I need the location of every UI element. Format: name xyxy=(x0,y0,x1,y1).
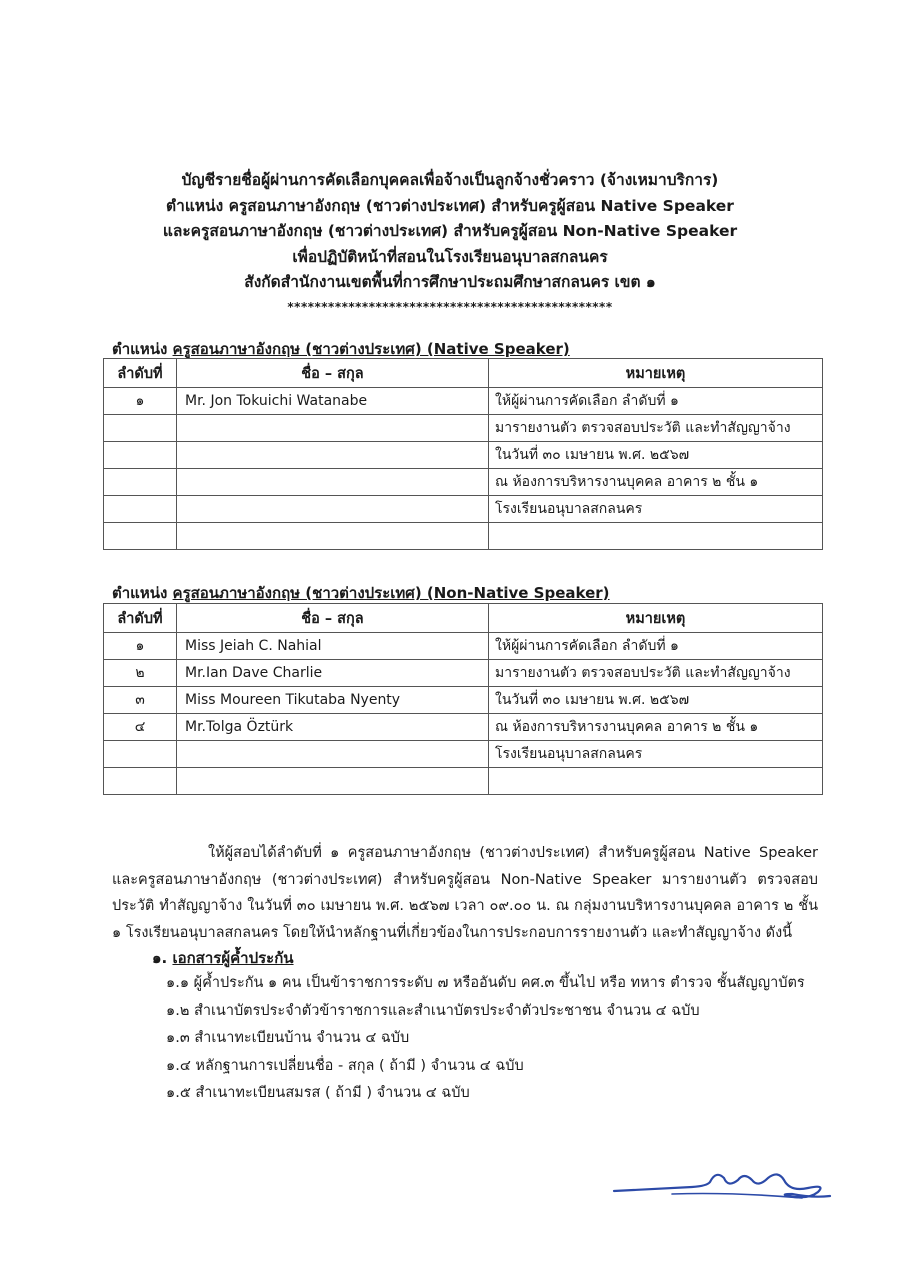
row-number: ๑ xyxy=(104,388,177,415)
list-item: ๑.๓ สำเนาทะเบียนบ้าน จำนวน ๔ ฉบับ xyxy=(166,1030,410,1046)
document-header xyxy=(120,168,780,314)
table-row xyxy=(104,741,823,768)
row-remark: มารายงานตัว ตรวจสอบประวัติ และทำสัญญาจ้าง xyxy=(489,415,823,442)
row-name: Miss Moureen Tikutaba Nyenty xyxy=(177,687,489,714)
section-non-native-prefix: ตำแหน่ง xyxy=(112,584,168,602)
row-name: Miss Jeiah C. Nahial xyxy=(177,633,489,660)
header-title: บัญชีรายชื่อผู้ผ่านการคัดเลือกบุคคลเพื่อจ้างเป็นลูกจ้างชั่วคราว (จ้างเหมาบริการ) xyxy=(181,171,719,189)
row-number: ๓ xyxy=(104,687,177,714)
row-number: ๒ xyxy=(104,660,177,687)
list-item: ๑.๕ สำเนาทะเบียนสมรส ( ถ้ามี ) จำนวน ๔ ฉบับ xyxy=(166,1085,470,1101)
table-row xyxy=(104,687,823,714)
list-item: ๑.๑ ผู้ค้ำประกัน ๑ คน เป็นข้าราชการระดับ ๗ หรืออันดับ คศ.๓ ขึ้นไป หรือ ทหาร ตำรวจ ชั้นสัญญาบัตร xyxy=(166,975,805,991)
row-name xyxy=(177,768,489,795)
row-number: ๔ xyxy=(104,714,177,741)
row-name: Mr. Jon Tokuichi Watanabe xyxy=(177,388,489,415)
documents-list xyxy=(166,970,805,1108)
column-header-remark: หมายเหตุ xyxy=(489,604,823,633)
row-name: Mr.Ian Dave Charlie xyxy=(177,660,489,687)
row-name xyxy=(177,496,489,523)
row-remark: ในวันที่ ๓๐ เมษายน พ.ศ. ๒๕๖๗ xyxy=(489,687,823,714)
row-number xyxy=(104,442,177,469)
row-name xyxy=(177,442,489,469)
table-row xyxy=(104,469,823,496)
section-non-native-heading: ครูสอนภาษาอังกฤษ (ชาวต่างประเทศ) (Non-Native Speaker) xyxy=(172,584,610,602)
row-number xyxy=(104,523,177,550)
row-name xyxy=(177,741,489,768)
instructions-text: ให้ผู้สอบได้ลำดับที่ ๑ ครูสอนภาษาอังกฤษ (ชาวต่างประเทศ) สำหรับครูผู้สอน Native Speaker และครูสอนภาษาอังกฤษ (ชาวต่างประเทศ) สำหรับครูผู้สอน Non-Native Speaker มารายงานตัว ตรวจสอบประวัติ ทำสัญญาจ้าง ในวันที่ ๓๐ เมษายน พ.ศ. ๒๕๖๗ เวลา ๐๙.๐๐ น. ณ กลุ่มงานบริหารงานบุคคล อาคาร ๒ ชั้น ๑ โรงเรียนอนุบาลสกลนคร โดยให้นำหลักฐานที่เกี่ยวข้องในการประกอบการรายงานตัว และทำสัญญาจ้าง ดังนี้ xyxy=(112,845,818,941)
table-row xyxy=(104,660,823,687)
column-header-name: ชื่อ – สกุล xyxy=(177,604,489,633)
row-remark: โรงเรียนอนุบาลสกลนคร xyxy=(489,496,823,523)
column-header-number: ลำดับที่ xyxy=(104,604,177,633)
instructions-paragraph xyxy=(112,840,818,946)
documents-heading-number: ๑. xyxy=(152,949,168,967)
row-number: ๑ xyxy=(104,633,177,660)
section-native-heading: ครูสอนภาษาอังกฤษ (ชาวต่างประเทศ) (Native Speaker) xyxy=(172,340,570,358)
row-remark: มารายงานตัว ตรวจสอบประวัติ และทำสัญญาจ้าง xyxy=(489,660,823,687)
row-name xyxy=(177,469,489,496)
documents-heading xyxy=(152,946,294,970)
header-position-native: ตำแหน่ง ครูสอนภาษาอังกฤษ (ชาวต่างประเทศ) สำหรับครูผู้สอน Native Speaker xyxy=(166,196,734,215)
row-remark: ณ ห้องการบริหารงานบุคคล อาคาร ๒ ชั้น ๑ xyxy=(489,469,823,496)
row-number xyxy=(104,741,177,768)
table-row xyxy=(104,633,823,660)
row-remark: ในวันที่ ๓๐ เมษายน พ.ศ. ๒๕๖๗ xyxy=(489,442,823,469)
row-name xyxy=(177,415,489,442)
column-header-name: ชื่อ – สกุล xyxy=(177,359,489,388)
list-item: ๑.๒ สำเนาบัตรประจำตัวข้าราชการและสำเนาบัตรประจำตัวประชาชน จำนวน ๔ ฉบับ xyxy=(166,1002,700,1019)
table-header-row xyxy=(104,604,823,633)
row-remark xyxy=(489,523,823,550)
documents-heading-text: เอกสารผู้ค้ำประกัน xyxy=(172,949,294,967)
signature xyxy=(612,1158,842,1208)
table-row xyxy=(104,768,823,795)
list-item: ๑.๔ หลักฐานการเปลี่ยนชื่อ - สกุล ( ถ้ามี ) จำนวน ๔ ฉบับ xyxy=(166,1057,524,1074)
row-number xyxy=(104,496,177,523)
table-row xyxy=(104,714,823,741)
column-header-remark: หมายเหตุ xyxy=(489,359,823,388)
row-number xyxy=(104,469,177,496)
table-row xyxy=(104,496,823,523)
table-header-row xyxy=(104,359,823,388)
header-office: สังกัดสำนักงานเขตพื้นที่การศึกษาประถมศึกษาสกลนคร เขต ๑ xyxy=(244,273,656,291)
table-row xyxy=(104,523,823,550)
header-school: เพื่อปฏิบัติหน้าที่สอนในโรงเรียนอนุบาลสกลนคร xyxy=(292,247,608,266)
row-number xyxy=(104,768,177,795)
section-non-native-title xyxy=(112,581,610,605)
section-native-prefix: ตำแหน่ง xyxy=(112,340,168,358)
row-remark xyxy=(489,768,823,795)
row-remark: ให้ผู้ผ่านการคัดเลือก ลำดับที่ ๑ xyxy=(489,633,823,660)
row-name: Mr.Tolga Öztürk xyxy=(177,714,489,741)
row-remark: โรงเรียนอนุบาลสกลนคร xyxy=(489,741,823,768)
row-remark: ณ ห้องการบริหารงานบุคคล อาคาร ๒ ชั้น ๑ xyxy=(489,714,823,741)
signature-underline xyxy=(672,1194,802,1199)
row-number xyxy=(104,415,177,442)
row-name xyxy=(177,523,489,550)
header-separator: ************************************************ xyxy=(287,299,613,314)
non-native-speaker-table xyxy=(103,603,823,795)
column-header-number: ลำดับที่ xyxy=(104,359,177,388)
row-remark: ให้ผู้ผ่านการคัดเลือก ลำดับที่ ๑ xyxy=(489,388,823,415)
table-row xyxy=(104,415,823,442)
table-row xyxy=(104,388,823,415)
table-row xyxy=(104,442,823,469)
header-position-non-native: และครูสอนภาษาอังกฤษ (ชาวต่างประเทศ) สำหรับครูผู้สอน Non-Native Speaker xyxy=(162,222,738,240)
native-speaker-table xyxy=(103,358,823,550)
